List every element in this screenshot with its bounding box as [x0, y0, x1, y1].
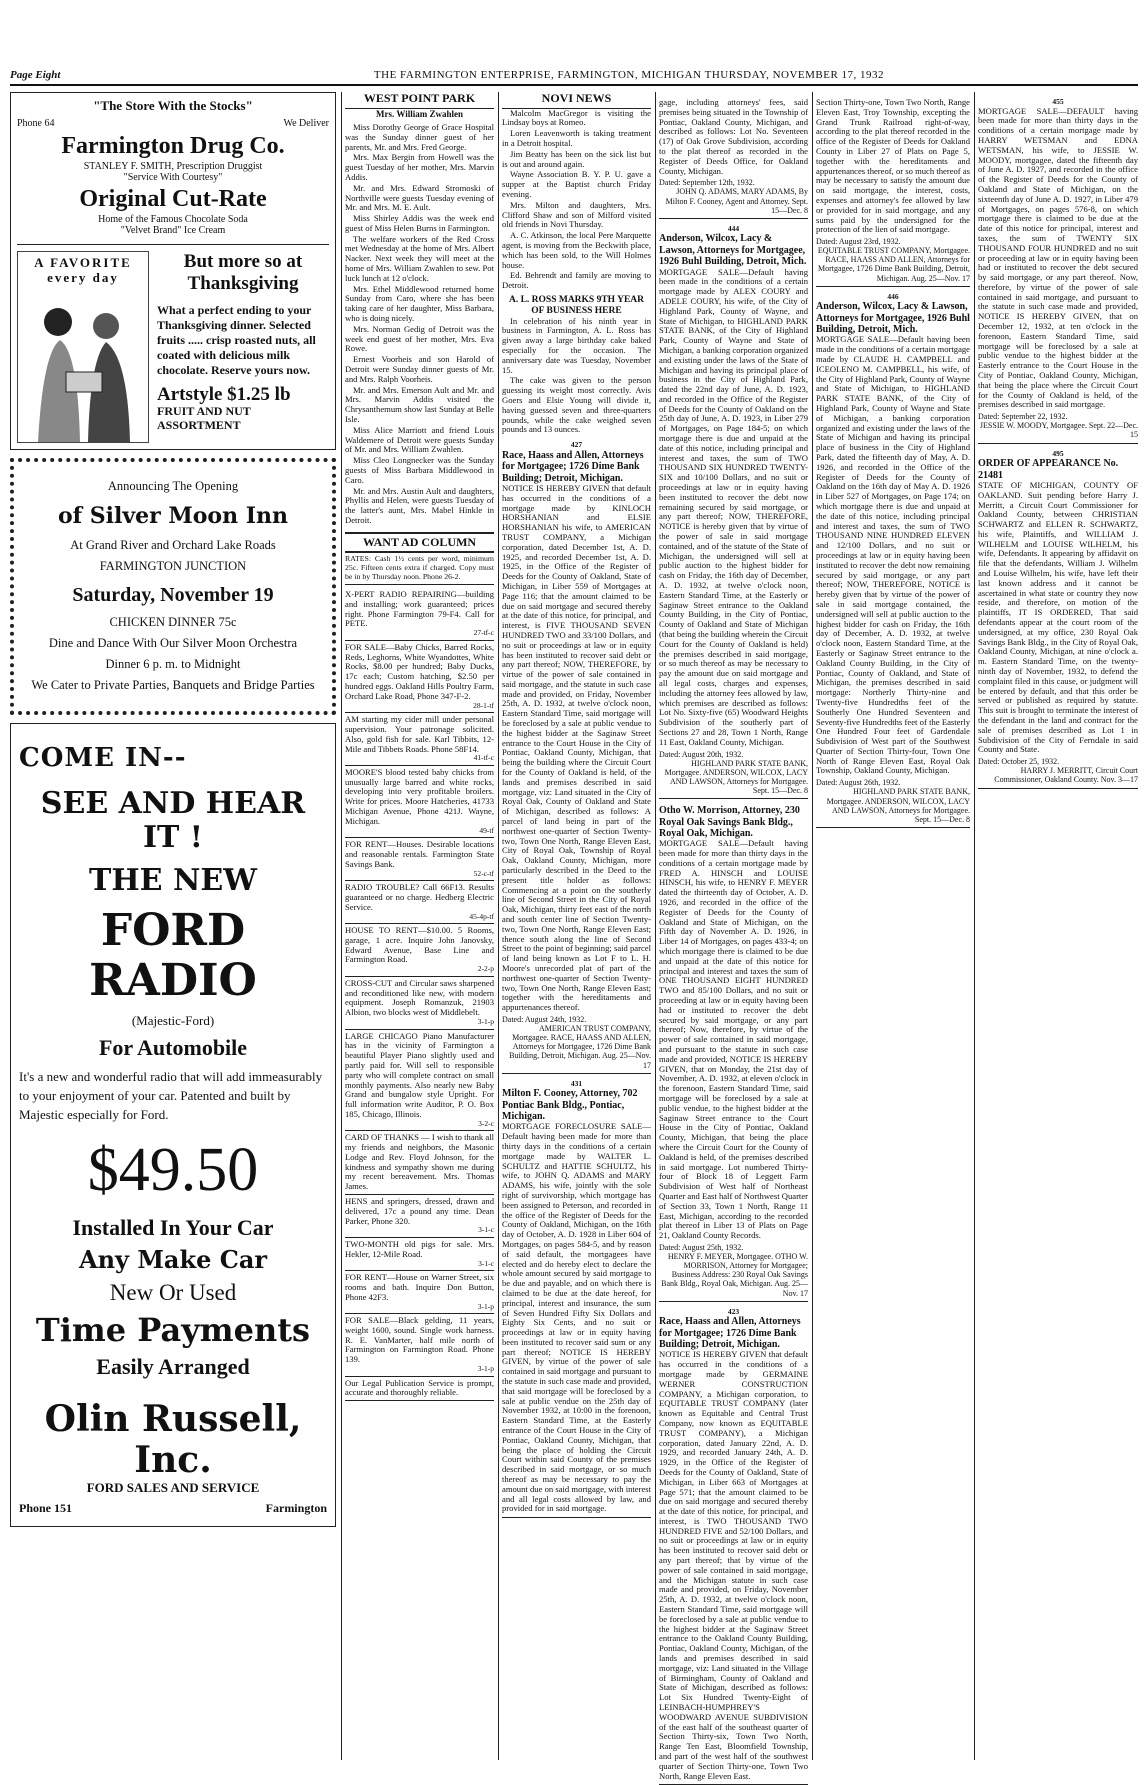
radio-title: FORD RADIO: [89, 904, 257, 1006]
inn-cater: We Cater to Private Parties, Banquets and Bridge Parties: [31, 678, 315, 693]
classified-ref: 41-tf-c: [473, 753, 494, 763]
ad-proprietor: STANLEY F. SMITH, Prescription Druggist: [83, 160, 263, 172]
classified-ad: [345, 713, 494, 766]
classified-ad: [345, 924, 494, 977]
page-label: Page Eight: [10, 69, 61, 81]
notice-rule: [659, 1301, 808, 1302]
classified-text: CARD OF THANKS — I wish to thank all my friends and neighbors, the Masonic Lodge and Rev. Floyd Johnson, for the kindness and sympathy shown me during my recent bereavement. Mrs. Thomas James.: [345, 1132, 494, 1192]
notice-rule: [502, 1517, 651, 1518]
west-point-items: [345, 123, 494, 526]
notice-signature: AMERICAN TRUST COMPANY, Mortgagee. RACE, HAASS AND ALLEN, Attorneys for Mortgagee, 1726 Dime Bank Building, Detroit, Michigan. Aug. 25—Nov. 17: [509, 1024, 651, 1070]
inn-hours: Dinner 6 p. m. to Midnight: [105, 657, 241, 672]
notice-rule: [502, 1073, 651, 1074]
classified-ad: [345, 881, 494, 924]
news-item: Mr. and Mrs. Emerson Ault and Mr. and Mrs. Marvin Addis visited the Chrysanthemum show last Sunday at Belle Isle.: [345, 384, 494, 425]
classified-ad: [345, 1131, 494, 1195]
classified-ref: 28-1-tf: [473, 700, 494, 710]
ad-slogan: "The Store With the Stocks": [93, 98, 253, 113]
notice-body: NOTICE IS HEREBY GIVEN that default has occurred in the conditions of a mortgage made by GERMAINE WERNER CONSTRUCTION COMPANY, a Michigan corporation, to EQUITABLE TRUST COMPANY (later known as Equitable and Central Trust Company, now known as EQUITABLE TRUST COMPANY), a Michigan corporation, dated January 22nd, A. D. 1929, and recorded January 24th, A. D. 1929, in the Office of the Register of Deeds for the County of Oakland, State of Michigan, in Liber 663 of Mortgages at Page 571; that the amount claimed to be due on said mortgage and secured thereby at the date of this notice, for principal, and interest, is TWO THOUSAND TWO HUNDRED FIVE and 52/100 Dollars, and no suit or proceedings at law or in equity has been instituted to recover said debt or any part thereof; that by virtue of the power of sale contained in said mortgage, and the Michigan statute in such case made and provided, on Friday, November 25th, A. D. 1932, at twelve o'clock noon, Eastern Standard Time, said mortgage will be foreclosed by a sale at public vendue to the highest bidder at the Saginaw Street entrance to the Oakland County Building, Pontiac, Oakland County, Michigan, of the lands and premises described in said mortgage, viz: Land situated in the Village of Birmingham, County of Oakland and State of Michigan, described as follows: Lot Six Hundred Twenty-Eight of LEINBACH-HUMPHREY'S WOODWARD AVENUE SUBDIVISION of the east half of the southeast quarter of Section Thirty-six, Town Two North, Range Ten East, Bloomfield Township, and part of the west half of the southwest quarter of Section Thirty-one, Town Two North, Range Eleven East.: [659, 1349, 808, 1781]
column-rule: [655, 92, 656, 1760]
ad-thanksgiving-title: Thanksgiving: [187, 273, 299, 295]
notice-signature: JESSIE W. MOODY, Mortgagee. Sept. 22—Dec. 15: [979, 421, 1138, 440]
legal-notice: [659, 225, 808, 799]
notice-rule: [816, 286, 970, 287]
classified-text: HENS and springers, dressed, drawn and delivered, 17c a pound any time. Dean Parker, Phone 320.: [345, 1196, 494, 1226]
ad-thanksgiving: [17, 244, 329, 443]
news-item: Miss Shirley Addis was the week end guest of Miss Helen Burns in Farmington.: [345, 213, 494, 233]
news-item: The cake was given to the person guessing its weight most correctly. Avis Goers and Elsie Young will divide it, having guessed seven and three-quarters pounds, while the cake weighed seven pounds and 13 ounces.: [502, 375, 651, 435]
classified-ad: [345, 1314, 494, 1377]
notice-signature: JOHN Q. ADAMS, MARY ADAMS, By Milton F. Cooney, Agent and Attorney. Sept. 15—Dec. 8: [665, 187, 808, 215]
notice-signature: HARRY J. MERRITT, Circuit Court Commissioner, Oakland County. Nov. 3—17: [994, 766, 1138, 785]
radio-price: $49.50: [87, 1135, 259, 1204]
want-ad-items: [345, 588, 494, 1401]
ad-store-name: Farmington Drug Co.: [61, 133, 285, 160]
ad-ford-radio: [10, 723, 336, 1527]
column-legal-5: [816, 92, 970, 1760]
radio-town: Farmington: [265, 1501, 327, 1516]
ad-headline: But more so at: [183, 251, 303, 273]
radio-auto: For Automobile: [98, 1034, 248, 1060]
classified-ref: 3-1-p: [477, 1364, 494, 1374]
classified-ad: [345, 588, 494, 641]
radio-any-make: Any Make Car: [78, 1245, 268, 1275]
ross-heading: A. L. ROSS MARKS 9TH YEAR OF BUSINESS HERE: [508, 295, 645, 316]
news-item: Ed. Behrendt and family are moving to Detroit.: [502, 270, 651, 291]
notice-dated: Dated: September 22, 1932.: [978, 412, 1068, 422]
west-point-heading: WEST POINT PARK: [345, 92, 494, 109]
notice-attorney: Otho W. Morrison, Attorney, 230 Royal Oak Savings Bank Bldg., Royal Oak, Michigan.: [659, 805, 800, 839]
classified-text: FOR SALE—Baby Chicks, Barred Rocks, Reds, Leghorns, White Wyandottes, White Rocks, $8.00 per hundred; Baby Ducks, 17c each; Custom hatching, $2.50 per hundred eggs. Oakland Hills Poultry Farm, Orchard Lake Road, Phone 347-F-2.: [345, 641, 494, 701]
notice-signature: HIGHLAND PARK STATE BANK, Mortgagee. ANDERSON, WILCOX, LACY AND LAWSON, Attorneys for Mortgagee. Sept. 15—Dec. 8: [664, 758, 808, 796]
notice-attorney: ORDER OF APPEARANCE No. 21481: [978, 458, 1119, 481]
classified-ad: [345, 766, 494, 838]
classified-ad: [345, 1377, 494, 1402]
notice-body: MORTGAGE SALE—Default having been made in the conditions of a certain mortgage made by ALEX COURY and ADELE COURY, his wife, of the City of Highland Park, County of Wayne, and State of Michigan, to HIGHLAND PARK STATE BANK, of the City of Highland Park, County of Wayne and State of Michigan, a banking corporation organized and existing under the laws of the State of Michigan and having its principal place of business in the City of Highland Park, dated the 22nd day of June, A. D. 1923, and recorded in the Office of the Register of Deeds for the County of Oakland on the 25th day of June, A. D. 1923, in Liber 279 of Mortgages, on Page 184-5; on which mortgage there is due and unpaid at the date of this notice, including principal and interest and taxes, the sum of TWO THOUSAND SIX HUNDRED TWENTY-SIX and 10/100 Dollars, and no suit or proceedings at law or in equity having been instituted to recover the debt now remaining secured by said mortgage, or any part thereof; NOW, THEREFORE, NOTICE is hereby given that by virtue of the power of sale in said mortgage contained, and of the statute of the State of Michigan, the undersigned will sell at public auction to the highest bidder for cash on Friday, the 16th day of December, A. D. 1932, at twelve o'clock noon, Eastern Standard Time, at the Easterly or Saginaw Street entrance to the Oakland County Building, in the City of Pontiac, County of Oakland and State of Michigan (that being the building wherein the Circuit Court for the County of Oakland is held) the premises described in said mortgage, or so much thereof as may be necessary to pay the amount due on said mortgage and all legal costs, charges and expenses, including the attorney fees allowed by law, which premises are described as follows: Lot No. Sixty-five (65) Woodward Heights Subdivision of the southerly part of Sections 27 and 28, Town 1 North, Range 11 East, Oakland County, Michigan.: [659, 266, 808, 747]
ad-phone: Phone 64: [17, 117, 55, 129]
masthead: [10, 66, 1138, 86]
notice-rule: [816, 827, 970, 828]
news-item: A. C. Atkinson, the local Pere Marquette agent, is moving from the Beckwith place, which has been sold, to the Will Holmes house.: [502, 230, 651, 270]
notice-dated: Dated: August 26th, 1932.: [816, 778, 901, 788]
legal-notice: [978, 98, 1138, 444]
radio-make: (Majestic-Ford): [131, 1013, 215, 1029]
notice-body: STATE OF MICHIGAN, COUNTY OF OAKLAND. Suit pending before Harry J. Merritt, a Circuit Court Commissioner for Oakland County, between CHRISTIAN SCHWARTZ and ELLEN R. SCHWARTZ, his wife, Plaintiffs, and WILLIAM J. WILHELM and LOUISE WILHELM, his wife, Defendants. It appearing by affidavit on file that the defendants, William J. Wilhelm and Louise Wilhelm, his wife, have left their last known address and it cannot be ascertained in what state or country they now reside, and therefore, on motion of the plaintiffs, IT IS ORDERED, That said defendants appear at the court room of the undersigned, at my office, 230 Royal Oak Savings Bank Bldg., in the City of Royal Oak, Oakland County, Michigan, at nine o'clock a. m. Eastern Standard Time, on the twenty-ninth day of November, 1932, to defend the complaint filed in this cause, or judgment will be entered by default, and that this order be served or published as required by statute. This suit is brought to terminate the interest of the defendant in the land and contract for the sale of premises described as Lot 1 in Subdivision of the City of Ferndale in said County and State.: [978, 479, 1138, 755]
legal-notices: [659, 98, 808, 1785]
radio-desc: It's a new and wonderful radio that will add immeasurably to your enjoyment of your car. Patented and built by Majestic especially for Ford.: [19, 1069, 323, 1122]
news-item: Mr. and Mrs. Edward Stromoski of Northville were guests Tuesday evening of Mr. and Mrs. M. E. Ault.: [345, 182, 494, 213]
radio-easily: Easily Arranged: [96, 1354, 250, 1380]
notice-rule: [659, 218, 808, 219]
notice-signature: EQUITABLE TRUST COMPANY, Mortgagee. RACE, HAASS AND ALLEN, Attorneys for Mortgagee, 1726 Dime Bank Building, Detroit, Michigan. Aug. 25—Nov. 17: [817, 246, 970, 283]
notice-dated: Dated: August 23rd, 1932.: [816, 237, 901, 247]
notice-attorney: Anderson, Wilcox, Lacy & Lawson, Attorneys for Mortgagee, 1926 Buhl Building, Detroit, Mich.: [659, 233, 807, 268]
couple-illustration-image: [17, 251, 149, 443]
notice-rule: [659, 798, 808, 799]
classified-text: MOORE'S blood tested baby chicks from unusually large barred and white rocks, developing into very profitable broilers. Write for prices. Moore Hatcheries, 41733 Michigan Avenue, Phone 421J. Wayne, Michigan.: [345, 766, 494, 826]
classified-ad: [345, 1030, 494, 1132]
classified-ref: 3-1-p: [477, 1301, 494, 1311]
classified-ref: 3-2-c: [478, 1118, 494, 1128]
legal-notice: [659, 805, 808, 1302]
classified-ref: 3-1-c: [478, 1258, 494, 1268]
classified-ad: [345, 977, 494, 1030]
classified-ad: [345, 1195, 494, 1238]
ad-farmington-drug: [10, 92, 336, 450]
classified-text: FOR RENT—House on Warner Street, six rooms and bath. Inquire Don Button, Phone 42F3.: [345, 1272, 494, 1302]
news-item: Miss Dorothy George of Grace Hospital was the Sunday dinner guest of her parents, Mr. and Mrs. Fred George.: [345, 121, 494, 152]
news-item: In celebration of his ninth year in business in Farmington, A. L. Ross has given away a large birthday cake baked especially for the occasion. The anniversary date was Tuesday, November 15.: [502, 315, 651, 375]
inn-announce: Announcing The Opening: [107, 479, 239, 494]
legal-notices: [978, 98, 1138, 789]
legal-notice: [659, 98, 808, 219]
classified-text: LARGE CHICAGO Piano Manufacturer has in the vicinity of Farmington a beautiful Player Piano slightly used and partly paid for. Will sell to responsible party who will complete contract on small monthly payments. Also nearly new Baby Grand and bungalow style Upright. For full information write Auditor, P. O. Box 185, Chicago, Illinois.: [345, 1030, 494, 1119]
legal-notice: [659, 1308, 808, 1785]
column-rule: [812, 92, 813, 1760]
notice-number: 455: [1052, 97, 1064, 106]
notice-number: 444: [727, 223, 740, 233]
classified-ref: 27-tf-c: [473, 628, 494, 638]
legal-notices: [816, 98, 970, 828]
ad-favorite: A FAVORITE every day: [34, 255, 132, 286]
legal-notice: [502, 441, 651, 1073]
ad-silver-moon-inn: [10, 458, 336, 714]
ad-deliver: We Deliver: [283, 117, 329, 129]
notice-signature: HENRY F. MEYER, Mortgagee. OTHO W. MORRISON, Attorney for Mortgagee; Business Address: 230 Royal Oak Savings Bank Bldg., Royal Oak, Michigan. Aug. 25—Nov. 17: [661, 1252, 808, 1298]
notice-dated: Dated: August 20th, 1932.: [659, 749, 744, 759]
classified-text: X-PERT RADIO REPAIRING—building and installing; work guaranteed; prices right. Phone Farmington 79-F4. Call for PETE.: [345, 589, 494, 629]
notice-body: MORTGAGE SALE—Default having been made for more than thirty days in the conditions of a certain mortgage made by FRED A. HINSCH and LOUISE HINSCH, his wife, to HENRY F. MEYER dated the thirteenth day of October, A. D. 1926, and recorded in the office of the Register of Deeds for the County of Oakland and State of Michigan, on the Fifth day of November A. D. 1926, in Liber 14 of Mortgages, on pages 433-4; on which mortgage there is claimed to be due and unpaid at the date of this notice for principal and interest and taxes the sum of ONE THOUSAND EIGHT HUNDRED TWO and 85/100 Dollars, and no suit or proceeding at law or in equity having been had or instituted to recover the debt secured by said mortgage, or any part thereof; Now, therefore, by virtue of the power of sale contained in said mortgage, and pursuant to the statute in such case made and provided, NOTICE IS HEREBY GIVEN, that on Monday, the 21st day of November, A. D. 1932, at eleven o'clock in the forenoon, Eastern Standard Time, said mortgage will be foreclosed by a sale at public vendue, to the highest bidder at the Saginaw Street entrance to the Court House in the City of Pontiac, Oakland County, Michigan, that being the place where the Circuit Court for the County of Oakland is held, of the premises described in said mortgage. Lot numbered Thirty-four of Block 18 of Leggett Farm Subdivision of West half of Northeast Quarter and East half of Northwest Quarter of Section 33, Town 1 North, Range 11 East, Michigan, according to the recorded plat thereof in Liber 13 of Plats on Page 21, Oakland County Records.: [659, 838, 808, 1241]
news-item: Miss Cleo Longnecker was the Sunday guests of Miss Barbara Middlewood in Caro.: [345, 455, 494, 485]
classified-text: TWO-MONTH old pigs for sale. Mrs. Hekler, 12-Mile Road.: [345, 1239, 494, 1259]
ad-home: Home of the Famous Chocolate Soda: [98, 213, 248, 225]
classified-ref: 3-1-c: [478, 1225, 494, 1235]
news-item: Jim Beatty has been on the sick list but is out and around again.: [502, 148, 651, 169]
classified-ref: 3-1-p: [477, 1017, 494, 1027]
legal-notice: [816, 293, 970, 828]
notice-signature: HIGHLAND PARK STATE BANK, Mortgagee. ANDERSON, WILCOX, LACY AND LAWSON, Attorneys for Mortgagee. Sept. 15—Dec. 8: [826, 787, 970, 824]
legal-notices: [502, 441, 651, 1518]
classified-ref: 45-4p-tf: [469, 911, 494, 921]
classified-ad: [345, 838, 494, 881]
ad-cutrate: Original Cut-Rate: [79, 186, 267, 213]
news-item: Mrs. Max Bergin from Howell was the guest Tuesday of her mother, Mrs. Marvin Addis.: [345, 152, 494, 182]
notice-number: 495: [1052, 448, 1064, 458]
want-ad-heading: WANT AD COLUMN: [345, 532, 494, 554]
news-item: Mr. and Mrs. Austin Ault and daughters, Phyllis and Helen, were guests Tuesday of the latter's aunt, Mrs. Mabel Hinkle in Detroit.: [345, 485, 494, 525]
radio-phone: Phone 151: [19, 1501, 73, 1516]
notice-attorney: Milton F. Cooney, Attorney, 702 Pontiac Bank Bldg., Pontiac, Michigan.: [502, 1088, 638, 1122]
west-point-byline: Mrs. William Zwahlen: [376, 108, 463, 119]
news-item: Mrs. Ethel Middlewood returned home Sunday from Caro, where she has been taking care of her daughter, Miss Barbara, who is doing nicely.: [345, 283, 494, 324]
novi-items: [502, 109, 651, 291]
notice-number: 423: [727, 1306, 740, 1316]
classified-text: Our Legal Publication Service is prompt, accurate and thoroughly reliable.: [345, 1377, 494, 1398]
notice-dated: Dated: September 12th, 1932.: [659, 178, 755, 188]
notice-rule: [978, 788, 1138, 789]
notice-number: 427: [570, 440, 583, 450]
news-item: Loren Leavenworth is taking treatment in a Detroit hospital.: [502, 128, 651, 149]
news-item: Ernest Voorheis and son Harold of Detroit were Sunday dinner guests of Mr. and Mrs. Ralph Voorheis.: [345, 354, 494, 384]
news-item: Mrs. Milton and daughters, Mrs. Clifford Shaw and son of Milford visited old friends in Novi Thursday.: [502, 199, 651, 230]
notice-attorney: Race, Haass and Allen, Attorneys for Mortgagee; 1726 Dime Bank Building; Detroit, Michigan.: [659, 1316, 801, 1350]
column-rule: [341, 92, 342, 1760]
notice-attorney: Race, Haass and Allen, Attorneys for Mortgagee; 1726 Dime Bank Building; Detroit, Michigan.: [502, 449, 644, 484]
notice-body: gage, including attorneys' fees, said premises being situated in the Township of Pontiac, Oakland County, Michigan, and described as follows: Lot No. Seventeen (17) of Oak Grove Subdivision, according to the plat thereof as recorded in the Register of Deeds Office, for Oakland County, Michigan.: [659, 97, 808, 176]
want-ad-rates: RATES: Cash 1½ cents per word, minimum 25c. Fifteen cents extra if charged. Copy must be in by Thursday noon. Phone 26-2.: [345, 555, 494, 585]
column-rule: [498, 92, 499, 1760]
notice-body: MORTGAGE SALE—DEFAULT having been made for more than thirty days in the conditions of a certain mortgage made by HARRY WETSMAN and EDNA WETSMAN, his wife, to JESSIE W. MOODY, mortgagee, dated the fifteenth day of June A. D. 1927, and recorded in the office of the Register of Deeds for the County of Oakland and State of Michigan, on the sixteenth day of June A. D. 1927, in Liber 479 of Mortgages, on pages 576-8, on which mortgage there is claimed to be due at the date of this notice for principal, interest and taxes, the sum of TWENTY SIX THOUSAND FOUR HUNDRED and no suit or proceeding at law or in equity having been had or instituted to recover the debt secured by said mortgage, or any part thereof. Now, therefore, by virtue of the power of sale contained in said mortgage, and pursuant to the statute in such case made and provided, NOTICE IS HEREBY GIVEN, that on December 12, 1932, at ten o'clock in the forenoon, Eastern Standard Time, said mortgage will be foreclosed by a sale at public vendue to the highest bidder at the Easterly entrance to the Court House in the City of Pontiac, Oakland County, Michigan, that being the place where the Circuit Court for the County of Oakland is held, of the premises described in said mortgage.: [978, 105, 1138, 410]
legal-notice: [978, 450, 1138, 789]
inn-date: Saturday, November 19: [72, 583, 274, 606]
radio-come-in: COME IN--: [19, 742, 187, 773]
radio-sales: FORD SALES AND SERVICE: [86, 1480, 260, 1496]
ad-body: What a perfect ending to your Thanksgiving dinner. Selected fruits ..... crisp roasted nuts, all coated with delicious milk chocolate. Reserve yours now.: [157, 302, 316, 377]
column-west-point: [345, 92, 494, 1760]
legal-notice: [502, 1080, 651, 1519]
column-legal-6: [978, 92, 1138, 1760]
radio-dealer: Olin Russell, Inc.: [44, 1398, 302, 1482]
radio-see-hear: SEE AND HEAR IT !: [40, 786, 306, 856]
classified-ref: 52-c-tf: [473, 868, 494, 878]
classified-ref: 49-tf: [479, 825, 494, 835]
ad-service: "Service With Courtesy": [123, 171, 223, 183]
news-item: Wayne Association B. Y. P. U. gave a supper at the Baptist church Friday evening.: [502, 169, 651, 200]
inn-dinner: CHICKEN DINNER 75c: [109, 614, 237, 629]
news-item: Mrs. Norman Gedig of Detroit was the week end guest of her mother, Mrs. Eva Rowe.: [345, 323, 494, 354]
classified-text: AM starting my cider mill under personal supervision. Your patronage solicited. Also, gold fish for sale. Karl Tibbits, 12-Mile and Tibbets Roads. Phone 58F14.: [345, 714, 494, 754]
notice-dated: Dated: August 24th, 1932.: [502, 1014, 587, 1024]
ad-assortment: FRUIT AND NUT ASSORTMENT: [157, 404, 251, 433]
classified-text: FOR RENT—Houses. Desirable locations and reasonable rentals. Farmington State Savings Bank.: [345, 839, 494, 869]
classified-text: HOUSE TO RENT—$10.00. 5 Rooms, garage, 1 acre. Inquire John Janovsky, Edward Avenue, Base Line and Farmington Road.: [345, 925, 494, 965]
legal-notice: [816, 98, 970, 287]
classified-ref: 2-2-p: [477, 964, 494, 974]
inn-location: At Grand River and Orchard Lake Roads: [70, 538, 276, 553]
column-ads: [10, 92, 336, 1760]
notice-rule: [978, 443, 1138, 444]
column-rule: [974, 92, 975, 1760]
notice-body: MORTGAGE SALE—Default having been made in the conditions of a certain mortgage made by CLAUDE H. CAMPBELL and ICEOLENO M. CAMPBELL, his wife, of the City of Highland Park, County of Wayne and State of Michigan, to HIGHLAND PARK STATE BANK, of the City of Highland Park, County of Wayne and State of Michigan, a banking corporation organized and existing under the laws of the State of Michigan and having its principal place of business in the City of Highland Park, dated the fifteenth day of May, A. D. 1926, and recorded in the Office of the Register of Deeds for the County of Oakland on the 16th day of May A. D. 1926 in Liber 527 of Mortgages, on Page 174; on which mortgage there is due and unpaid at the date of this notice, including principal and interest and taxes, the sum of TWO THOUSAND NINE HUNDRED ELEVEN and 12/100 Dollars, and no suit or proceedings at law or in equity having been instituted to recover the debt now remaining secured by said mortgage, or any part thereof; NOW, THEREFORE, NOTICE is hereby given that by virtue of the power of sale in said mortgage contained, the undersigned will sell at public auction to the highest bidder for cash on Friday, the 16th day of December, A. D. 1932, at twelve o'clock noon, Eastern Standard Time, at the Easterly or Saginaw Street entrance to the Oakland County Building, in the City of Pontiac, County of Oakland, and State of Michigan, the premises described in said mortgage: Northerly Thirty-nine and Twenty-five Hundredths feet of the Southerly One Hundred Seventeen and Seventy-five Hundredths feet of the Easterly One Hundred Four feet of Gardendale Subdivision of West part of the Southwest Quarter of Section Thirty-four, Town One North of Range Eleven East, Royal Oak Township, Oakland County, Michigan.: [816, 334, 970, 776]
notice-dated: Dated: October 25, 1932.: [978, 757, 1060, 767]
radio-the-new: THE NEW: [89, 862, 257, 898]
notice-attorney: Anderson, Wilcox, Lacy & Lawson, Attorneys for Mortgagee, 1926 Buhl Building, Detroit, Mich.: [816, 301, 970, 336]
column-legal-4: [659, 92, 808, 1781]
inn-name: of Silver Moon Inn: [57, 502, 289, 529]
ad-price: Artstyle $1.25 lb: [157, 383, 291, 405]
notice-body: Section Thirty-one, Town Two North, Range Eleven East, Troy Township, excepting the Grand Trunk Railroad right-of-way, according to the plat thereof recorded in the office of the Register of Deeds for Oakland County in Liber 27 of Plats on Page 5, together with the hereditaments and appurtenances thereof, or so much thereof as may be necessary to satisfy the amount due on said mortgage, the interest, costs, expenses and attorney's fee allowed by law or provided for in said mortgage, and any sums paid by the undersigned for the protection of the lien of said mortgage.: [816, 97, 970, 235]
column-novi: [502, 92, 651, 1760]
novi-heading: NOVI NEWS: [502, 92, 651, 109]
inn-junction: FARMINGTON JUNCTION: [99, 559, 247, 574]
radio-new-used: New Or Used: [109, 1279, 237, 1305]
classified-text: RADIO TROUBLE? Call 66F13. Results guaranteed or no charge. Hedberg Electric Service.: [345, 882, 494, 912]
inn-dance: Dine and Dance With Our Silver Moon Orchestra: [48, 635, 298, 650]
news-item: Malcolm MacGregor is visiting the Lindsay boys at Romeo.: [502, 107, 651, 128]
notice-number: 431: [570, 1078, 583, 1088]
classified-ad: [345, 1271, 494, 1314]
classified-ad: [345, 1238, 494, 1271]
notice-body: NOTICE IS HEREBY GIVEN that default has occurred in the conditions of a mortgage made by KINLOCH HORSHANIAN and ELSIE HORSHANIAN his wife, to AMERICAN TRUST COMPANY, a Michigan corporation, dated December 1st, A. D. 1925, and recorded December 1st, A. D. 1925, in the Office of the Register of Deeds for the County of Oakland, State of Michigan, in Liber 559 of Mortgages at Page 116; that the amount claimed to be due on said mortgage and secured thereby at the date of this notice, for principal, and interest, is FIVE THOUSAND SEVEN HUNDRED TWO and 33/100 Dollars, and no suit or proceedings at law or in equity has been instituted to recover said debt or any part thereof; NOW, THEREFORE, by virtue of the power of sale contained in said mortgage, and the statute in such case made and provided, on Friday, November 25th, A. D. 1932, at twelve o'clock noon, Eastern Standard Time, said mortgage will be foreclosed by a sale at public vendue to the highest bidder at the Saginaw Street entrance to the Court House in the City of Pontiac, Oakland County, Michigan, that being the building where the Circuit Court for the County of Oakland is held, of the lands and premises described in said mortgage, viz: Land situated in the City of Royal Oak, County of Oakland and State of Michigan, described as follows: A parcel of land being in part of the northwest one-quarter of Section Twenty-two, Town One North, Range Eleven East, City of Royal Oak, Township of Royal Oak, Oakland County, Michigan, more particularly described in the Deed to the present title holder as follows: Commencing at a point on the southerly line of Second Street in the City of Royal Oak, Michigan, thirty feet east of the north and south center line of Section Twenty-two, Town One North, Range Eleven East; thence south along the line of Second Street to the point of beginning; said parcel of land being known as Lot F to L. H. Moore's unrecorded plat of part of the northwest one-quarter of Section Twenty-two, Town One North, Range Eleven East; together with the hereditaments and appurtenances thereof.: [502, 482, 651, 1013]
notice-number: 446: [887, 291, 899, 301]
news-item: Miss Alice Marriott and friend Louis Waldemere of Detroit were guests Sunday of Mr. and Mrs. William Zwahlen.: [345, 424, 494, 455]
classified-text: FOR SALE—Black gelding, 11 years, weight 1600, sound. Single work harness. R. E. VanMarter, half mile north of Farmington on Farmington Road. Phone 139.: [345, 1315, 494, 1365]
ross-items: [502, 317, 651, 436]
classified-ad: [345, 641, 494, 713]
notice-body: MORTGAGE FORECLOSURE SALE—Default having been made for more than thirty days in the conditions of a certain mortgage made by WALTER L. SCHULTZ and HATTIE SCHULTZ, his wife, to JOHN Q. ADAMS and MARY ADAMS, his wife, jointly with the sole right of survivorship, which mortgage has been assigned to Peterson, and recorded in the office of the Register of Deeds for the County of Oakland, Michigan, on the 16th day of October, A. D. 1928 in Liber 604 of Mortgages, on pages 584-5, and by reason of said default, the mortgagees have elected and do hereby elect to declare the whole amount secured by said mortgage to be due and payable, and on which there is claimed to be due at the date hereof, for principal, interest and insurance, the sum of Seven Hundred Fifty Six Dollars and Eighty Six Cents, and no suit or proceedings at law or in equity having been instituted to recover said sum or any part thereof; NOTICE IS HEREBY GIVEN, by virtue of the power of sale contained in said mortgage and pursuant to the statute in such case made and provided, that said mortgage will be foreclosed by a sale at public vendue on the 25th day of November 1932, at 10:00 in the forenoon, Eastern Standard Time, at the Easterly entrance of the Court House in the City of Pontiac, Oakland County, Michigan, that being the place of holding the Circuit Court within said County of the premises described in said mortgage, or so much thereof as may be necessary to pay the amount due on said mortgage, with interest and all legal costs allowed by law, and provided for in said mortgage.: [502, 1121, 651, 1514]
masthead-title: THE FARMINGTON ENTERPRISE, FARMINGTON, MICHIGAN THURSDAY, NOVEMBER 17, 1932: [373, 69, 885, 81]
ad-velvet: "Velvet Brand" Ice Cream: [120, 225, 226, 237]
radio-installed: Installed In Your Car: [72, 1215, 274, 1241]
radio-time-payments: Time Payments: [35, 1310, 311, 1349]
notice-dated: Dated: August 25th, 1932.: [659, 1242, 744, 1252]
classified-text: CROSS-CUT and Circular saws sharpened and reconditioned like new, with modern equipment. Joseph Romanzuk, 21903 Albion, two blocks west of Middlebelt.: [345, 977, 494, 1018]
news-item: The welfare workers of the Red Cross met Wednesday at the home of Mrs. Albert Nacker. Next week they will meet at the home of Mrs. William Zwahlen to sew. Pot luck lunch at 12 o'clock.: [345, 233, 494, 283]
